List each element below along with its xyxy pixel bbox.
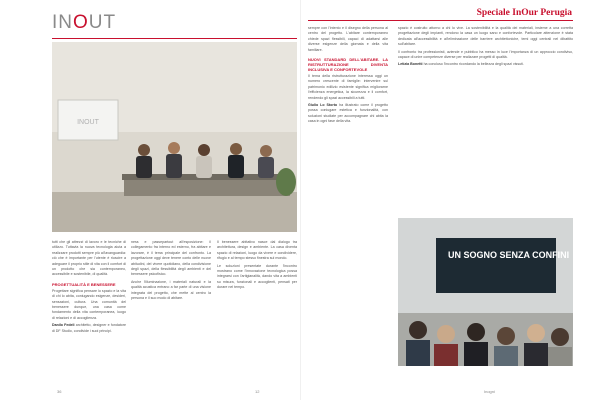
- paragraph: [52, 323, 126, 334]
- author-bio: architetto, designer e fondatore di DF Studio, condivide i suoi principi.: [52, 323, 126, 333]
- paragraph: Le soluzioni presentate durante l'incontro mostrano come l'innovazione tecnologica possa integrarsi con l'artigianalità, dando vita a ambienti su misura, funzionali e accoglienti, pensati per durare nel tempo.: [217, 263, 297, 290]
- paragraph: Il benessere abitativo nasce dal dialogo tra architettura, design e ambiente. La casa diventa spazio di relazioni, luogo da vivere e condividere, rifugio e al tempo stesso finestra sul mondo.: [217, 240, 297, 261]
- author-name: Giulio Lo Storto: [308, 103, 338, 108]
- paragraph: spazio è costruito attorno a chi lo vive. La sostenibilità e la qualità dei materiali, insieme a una corretta progettazione degli impianti, rendono la casa un luogo sano e confortevole. Particolare attenzione è stata dedicata all'accessibilità e all'eliminazione delle barriere architettoniche, temi oggi centrali nel dibattito sull'abitare.: [398, 26, 573, 47]
- author-name: Letizia Bonetti: [398, 62, 423, 67]
- section-title: Speciale InOur Perugia: [476, 8, 572, 18]
- author-name: Danilo Fedeli: [52, 323, 75, 328]
- audience-photo-art: [398, 218, 573, 366]
- page-fold: [300, 0, 301, 400]
- author-bio: ha concluso l'incontro ricordando la bellezza degli spazi vissuti.: [423, 62, 524, 67]
- paragraph: Il tema della ristrutturazione interessa oggi un numero crescente di famiglie: intervenire sul patrimonio edilizio esistente significa migliorarne l'efficienza energetica, la sicurezza e il comfort, rendendo gli spazi accessibili a tutti.: [308, 74, 388, 100]
- subheading: NUOVI STANDARD DELL'ABITARE. LA RISTRUTTURAZIONE DIVENTA INCLUSIVA E CONFORTEVOLE: [308, 57, 388, 73]
- screen-slogan-text: UN SOGNO SENZA CONFINI: [448, 250, 570, 260]
- page-number-mid: 12: [255, 389, 260, 394]
- paragraph: ness e passepartout all'esposizione: il collegamento fra interno ed esterno, fra abitare e lavorare, è il tema principale del confronto. La progettazione oggi deve tenere conto delle nuove abitudini, del vivere quotidiano, della condivisione degli spazi, della flessibilità degli ambienti e del benessere psicofisico.: [131, 240, 211, 277]
- header-rule-left: [52, 38, 297, 39]
- author-bio: ha illustrato come il progetto possa coniugare estetica e funzionalità, con soluzioni studiate per accompagnare chi abita la casa in ogni fase della vita.: [308, 103, 388, 124]
- text-column-2: [131, 240, 211, 385]
- conference-photo: [52, 42, 297, 232]
- conference-photo-art: [52, 42, 297, 232]
- header-rule-right: [308, 20, 573, 21]
- paragraph: [398, 62, 573, 67]
- paragraph: Anche l'illuminazione, i materiali naturali e la qualità acustica entrano a far parte di una visione integrata del progetto, che mette al centro la persona e il suo modo di abitare.: [131, 279, 211, 301]
- screen-logo-text: INOUT: [77, 119, 99, 126]
- text-column-5: [398, 26, 573, 214]
- inout-logo: INOUT: [52, 12, 117, 33]
- text-column-3: [217, 240, 297, 385]
- paragraph: sempre con l'intento e il disegno della persona al centro del progetto. L'abitare contemporaneo chiede spazi flessibili, capaci di adattarsi alle diverse esigenze della giornata e della vita familiare.: [308, 26, 388, 52]
- footer-brand: Inogni: [484, 389, 495, 394]
- text-column-1: [52, 240, 126, 385]
- paragraph: Progettare significa pensare lo spazio e la vita di chi lo abita, coniugando esigenze, desideri, sensazioni, cultura. Una comunità del benessere dunque, una casa come fondamento della vita contemporanea, luogo di relazioni e di accoglienza.: [52, 288, 126, 320]
- page-number-left: 36: [57, 389, 62, 394]
- paragraph: [308, 103, 388, 125]
- paragraph: Il confronto tra professionisti, aziende e pubblico ha messo in luce l'importanza di un approccio condiviso, capace di unire competenze diverse per realizzare progetti di qualità.: [398, 49, 573, 60]
- paragraph: tutti che gli attrezzi di lavoro e le tecniche di utilizzo. Tuttavia la nuova tecnologia aiuta a realizzare prodotti sempre più all'avanguardia: ciò che è importante per l'utente è riuscire a adeguare il proprio stile di vita con il comfort di un prodotto che sia contemporaneo, accessibile e sostenibile, di qualità.: [52, 240, 126, 277]
- subheading: PROGETTUALITÀ E BENESSERE: [52, 281, 116, 287]
- audience-photo: [398, 218, 573, 366]
- text-column-4: [308, 26, 388, 381]
